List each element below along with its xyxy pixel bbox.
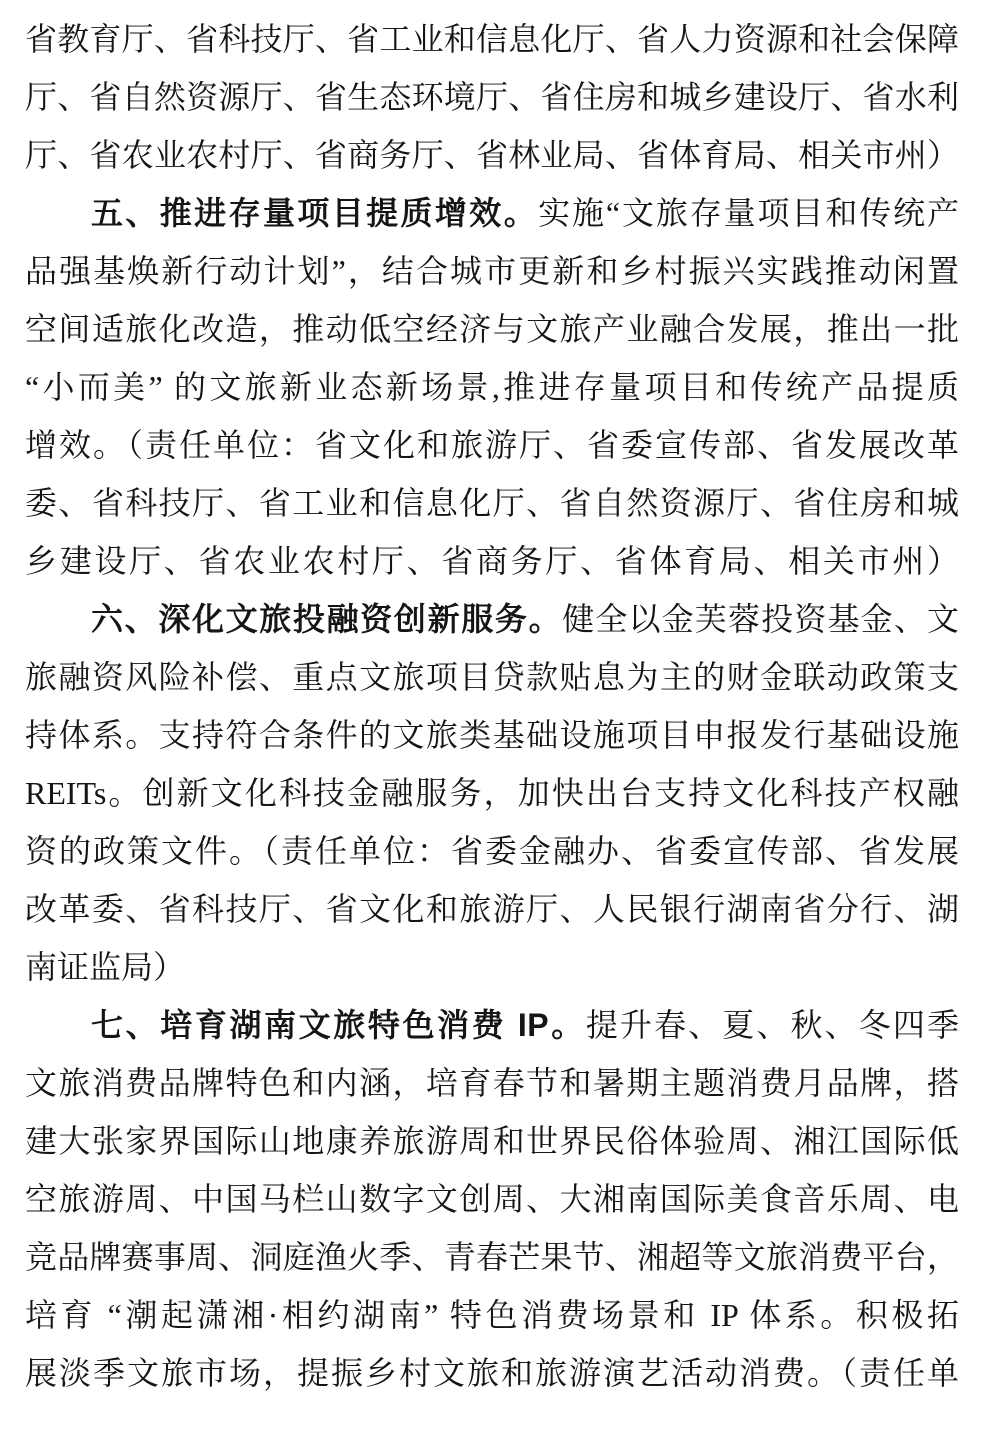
- section-6-heading: 六、深化文旅投融资创新服务。: [91, 601, 563, 637]
- text-line: REITs。创新文化科技金融服务，加快出台支持文化科技产权融: [25, 775, 959, 811]
- text-line: 增效。（责任单位：省文化和旅游厅、省委宣传部、省发展改革: [25, 427, 959, 463]
- document-text-block: [25, 10, 959, 1402]
- text-line: 展淡季文旅市场，提振乡村文旅和旅游演艺活动消费。（责任单: [25, 1355, 959, 1391]
- section-7-heading-line: [25, 996, 959, 1054]
- text-line: 空间适旅化改造，推动低空经济与文旅产业融合发展，推出一批: [25, 311, 959, 347]
- text-line: 委、省科技厅、省工业和信息化厅、省自然资源厅、省住房和城: [25, 485, 959, 521]
- text-line: 持体系。支持符合条件的文旅类基础设施项目申报发行基础设施: [25, 717, 959, 753]
- section-5-heading-line: [25, 184, 959, 242]
- paragraph-end-line: 南证监局）: [25, 949, 186, 985]
- text-line: 竞品牌赛事周、洞庭渔火季、青春芒果节、湘超等文旅消费平台，: [25, 1239, 959, 1275]
- text-line: 资的政策文件。（责任单位：省委金融办、省委宣传部、省发展: [25, 833, 959, 869]
- text-run: 健全以金芙蓉投资基金、文: [562, 601, 959, 637]
- section-7-heading: 七、培育湖南文旅特色消费 IP。: [91, 1007, 586, 1043]
- section-6-heading-line: [25, 590, 959, 648]
- text-line: 文旅消费品牌特色和内涵，培育春节和暑期主题消费月品牌，搭: [25, 1065, 959, 1101]
- text-line: 建大张家界国际山地康养旅游周和世界民俗体验周、湘江国际低: [25, 1123, 959, 1159]
- text-line: 品强基焕新行动计划”，结合城市更新和乡村振兴实践推动闲置: [25, 253, 959, 289]
- text-line: 厅、省农业农村厅、省商务厅、省林业局、省体育局、相关市州）: [25, 137, 959, 173]
- text-line: 空旅游周、中国马栏山数字文创周、大湘南国际美食音乐周、电: [25, 1181, 959, 1217]
- text-line: 厅、省自然资源厅、省生态环境厅、省住房和城乡建设厅、省水利: [25, 79, 959, 115]
- text-line: 培育 “潮起潇湘·相约湖南” 特色消费场景和 IP 体系。积极拓: [25, 1297, 959, 1333]
- text-run: 提升春、夏、秋、冬四季: [585, 1007, 959, 1043]
- section-5-heading: 五、推进存量项目提质增效。: [91, 195, 539, 231]
- text-line: 乡建设厅、省农业农村厅、省商务厅、省体育局、相关市州）: [25, 543, 959, 579]
- text-run: 实施“文旅存量项目和传统产: [538, 195, 959, 231]
- text-line: “小而美” 的文旅新业态新场景,推进存量项目和传统产品提质: [25, 369, 959, 405]
- text-line: 改革委、省科技厅、省文化和旅游厅、人民银行湖南省分行、湖: [25, 891, 959, 927]
- text-line: 省教育厅、省科技厅、省工业和信息化厅、省人力资源和社会保障: [25, 21, 959, 57]
- text-line: 旅融资风险补偿、重点文旅项目贷款贴息为主的财金联动政策支: [25, 659, 959, 695]
